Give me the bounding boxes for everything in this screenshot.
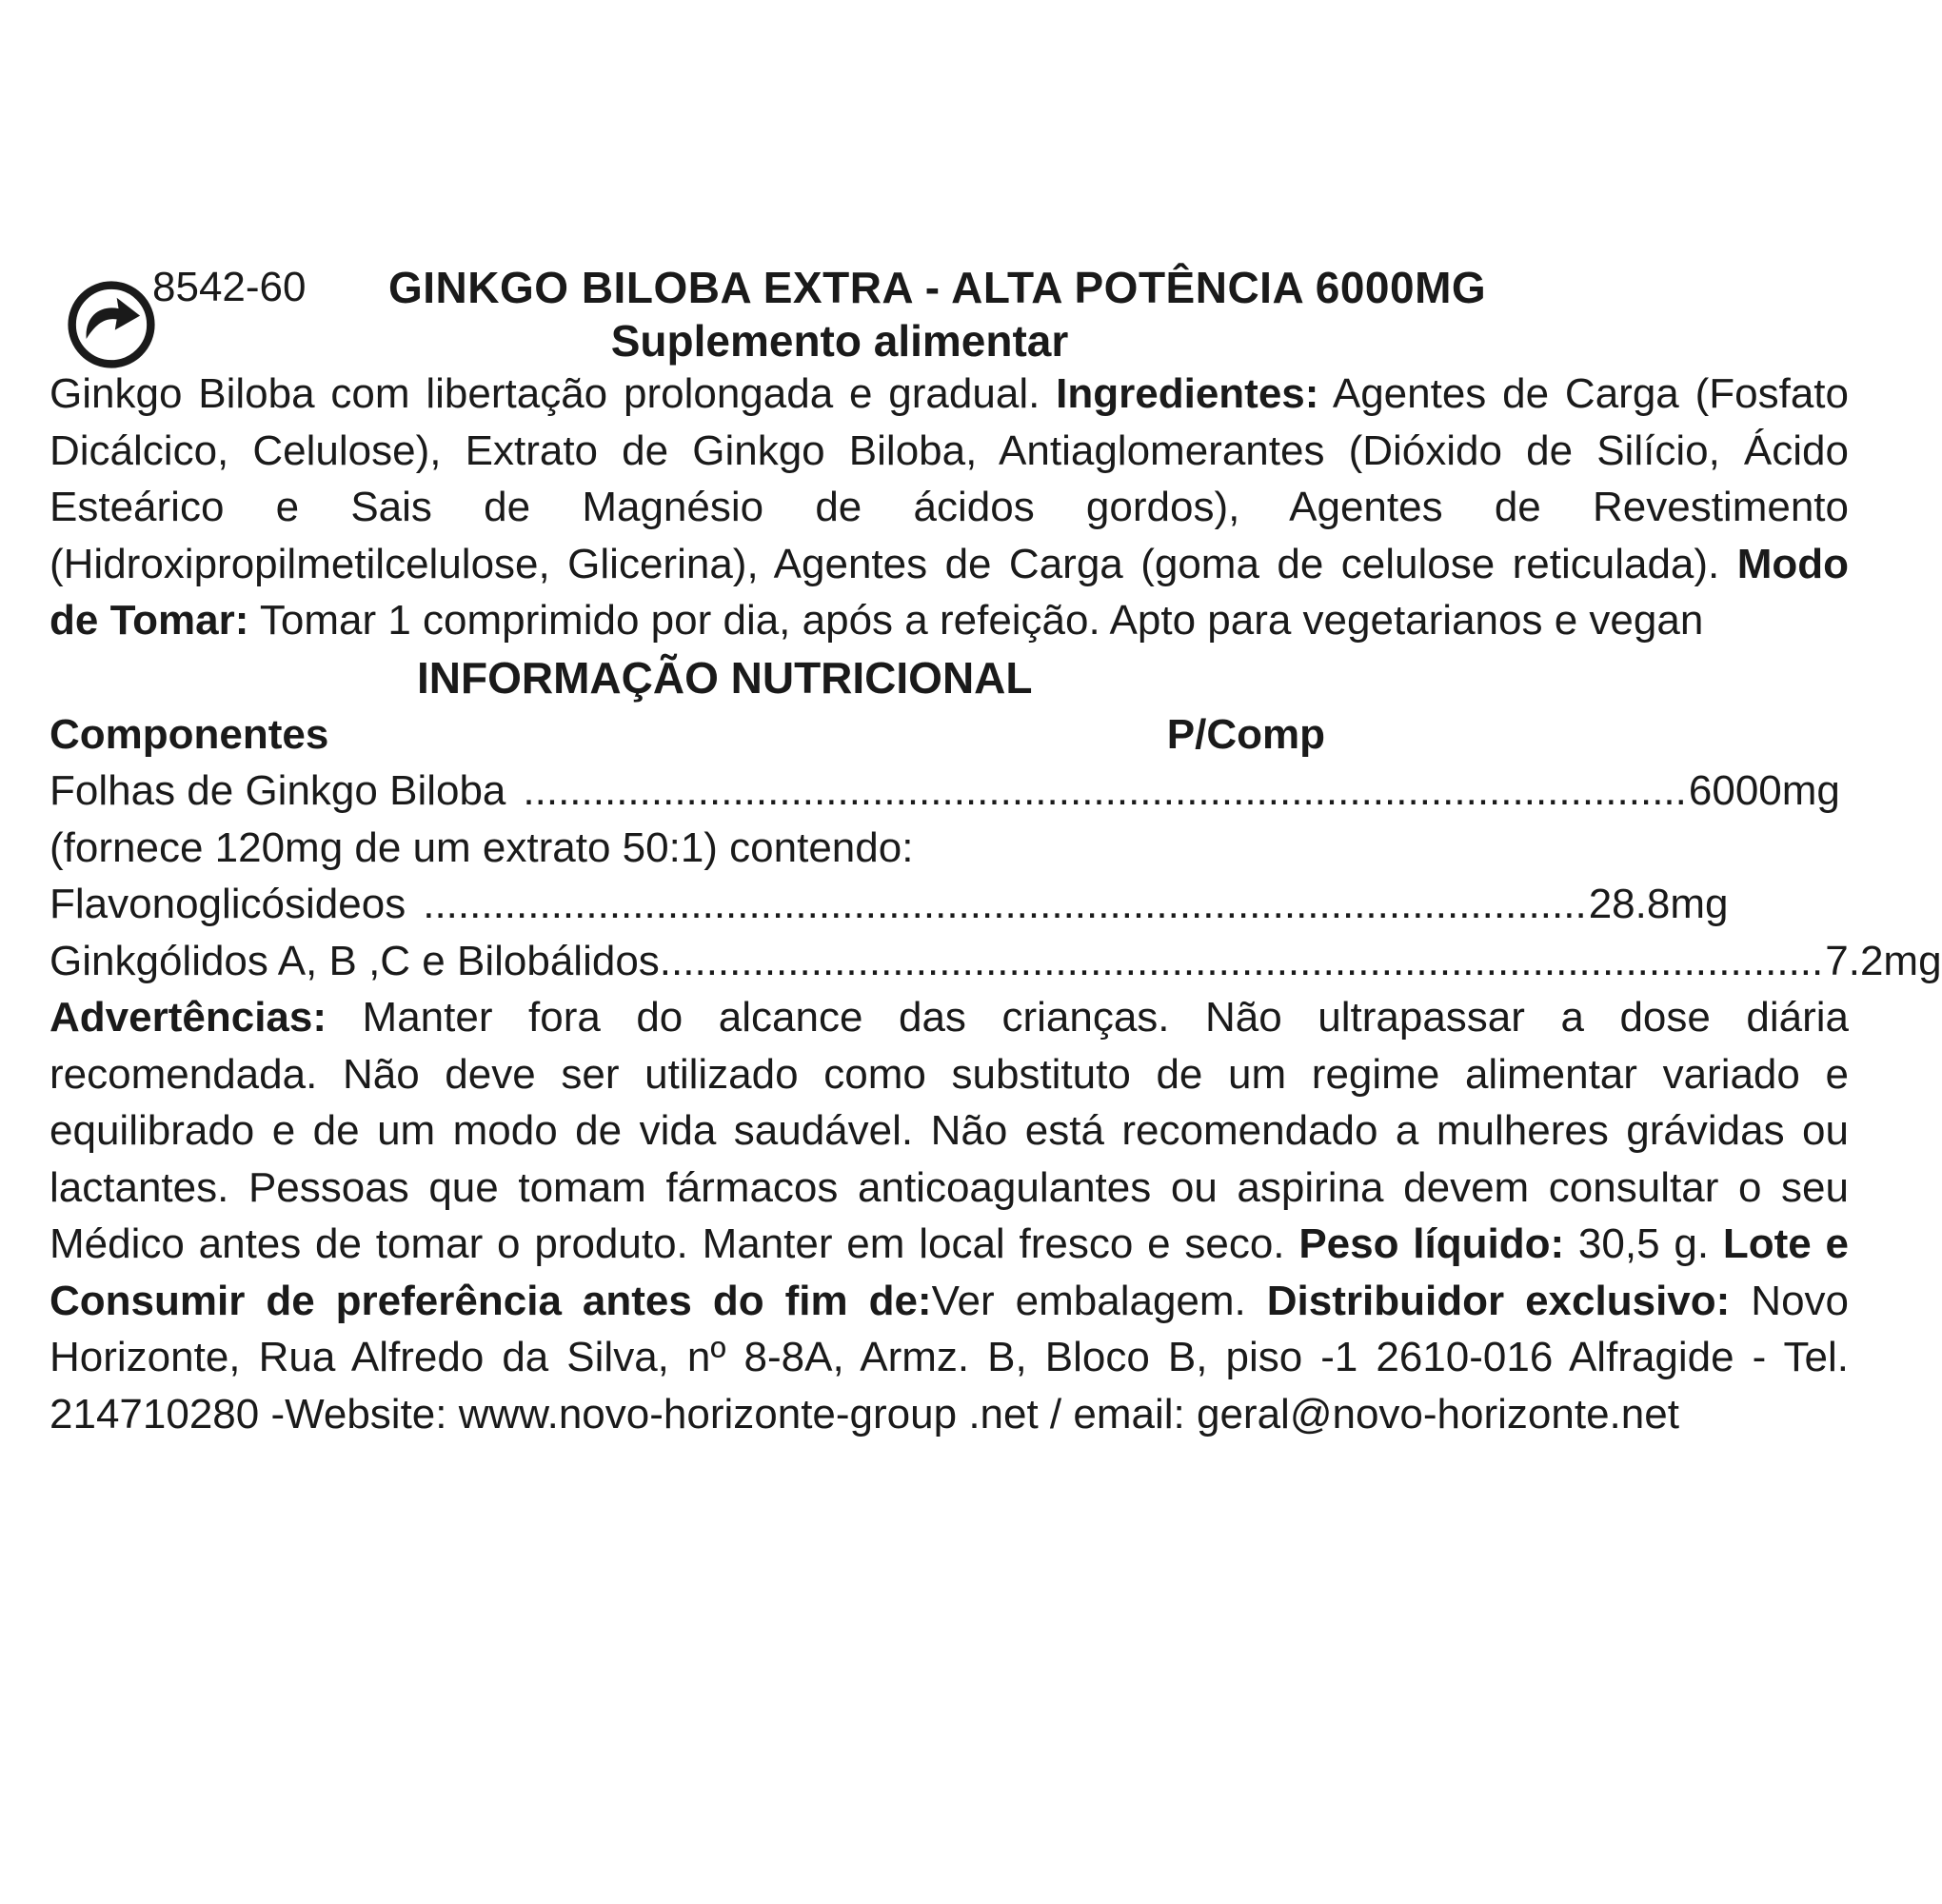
column-per-tablet: P/Comp (1166, 710, 1325, 758)
dot-leader: .................................................................................................... (659, 937, 1824, 984)
distributor-text: Novo Horizonte, Rua Alfredo da Silva, nº 8-8A, Armz. B, Bloco B, piso -1 2610-016 Alfragide - Tel. 214710280 -Website: www.novo-horizonte-group .net / email: geral@novo-horizonte.net (50, 1277, 1850, 1438)
distributor-label: Distribuidor exclusivo: (1266, 1277, 1731, 1324)
nutrition-row-value: 7.2mg (1825, 937, 1942, 984)
dot-leader: .................................................................................................... (523, 767, 1687, 814)
mode-text: Tomar 1 comprimido por dia, após a refeição. Apto para vegetarianos e vegan (248, 597, 1704, 644)
dot-leader: .................................................................................................... (423, 881, 1587, 927)
nutrition-row-name: Ginkgólidos A, B ,C e Bilobálidos (50, 937, 660, 984)
net-weight-text: 30,5 g. (1564, 1220, 1723, 1267)
nutrition-row (50, 933, 1942, 990)
lot-label: Lote e Consumir de preferência antes do fim de: (50, 1220, 1849, 1324)
nutrition-row-value: 28.8mg (1588, 881, 1729, 927)
nutrition-title: INFORMAÇÃO NUTRICIONAL (417, 652, 1033, 703)
label-header (50, 259, 1849, 366)
mode-label: Modo de Tomar: (50, 540, 1849, 644)
product-code: 8542-60 (152, 264, 307, 310)
warnings-label: Advertências: (50, 994, 327, 1041)
nutrition-note: (fornece 120mg de um extrato 50:1) contendo: (50, 823, 914, 871)
nutrition-row-value: 6000mg (1688, 767, 1840, 814)
product-subtitle: Suplemento alimentar (610, 316, 1069, 366)
nutrition-row (50, 763, 1840, 820)
ingredients-text: Agentes de Carga (Fosfato Dicálcico, Celulose), Extrato de Ginkgo Biloba, Antiaglomerantes (Dióxido de Silício, Ácido Esteárico e Sais de Magnésio de ácidos gordos), Agentes de Revestimento (Hidroxipropilmetilcelulose, Glicerina), Agentes de Carga (goma de celulose reticulada). (50, 370, 1849, 587)
net-weight-label: Peso líquido: (1298, 1220, 1565, 1267)
ingredients-label: Ingredientes: (1056, 370, 1319, 417)
description-paragraph (50, 366, 1849, 649)
nutrition-header (50, 706, 1325, 764)
column-components: Componentes (50, 710, 329, 758)
description-intro: Ginkgo Biloba com libertação prolongada e gradual. (50, 370, 1057, 417)
nutrition-row-name: Folhas de Ginkgo Biloba (50, 767, 506, 814)
warnings-text: Manter fora do alcance das crianças. Não ultrapassar a dose diária recomendada. Não deve ser utilizado como substituto de um regime alimentar variado e equilibrado e de um modo de vida saudável. Não está recomendado a mulheres grávidas ou lactantes. Pessoas que tomam fármacos anticoagulantes ou aspirina devem consultar o seu Médico antes de tomar o produto. Manter em local fresco e seco. (50, 994, 1849, 1267)
product-label (50, 259, 1942, 1442)
nutrition-row (50, 876, 1729, 933)
product-title: GINKGO BILOBA EXTRA - ALTA POTÊNCIA 6000MG (388, 263, 1487, 312)
nutrition-row-name: Flavonoglicósideos (50, 881, 406, 927)
lot-text: Ver embalagem. (931, 1277, 1267, 1324)
warnings-paragraph (50, 989, 1849, 1442)
